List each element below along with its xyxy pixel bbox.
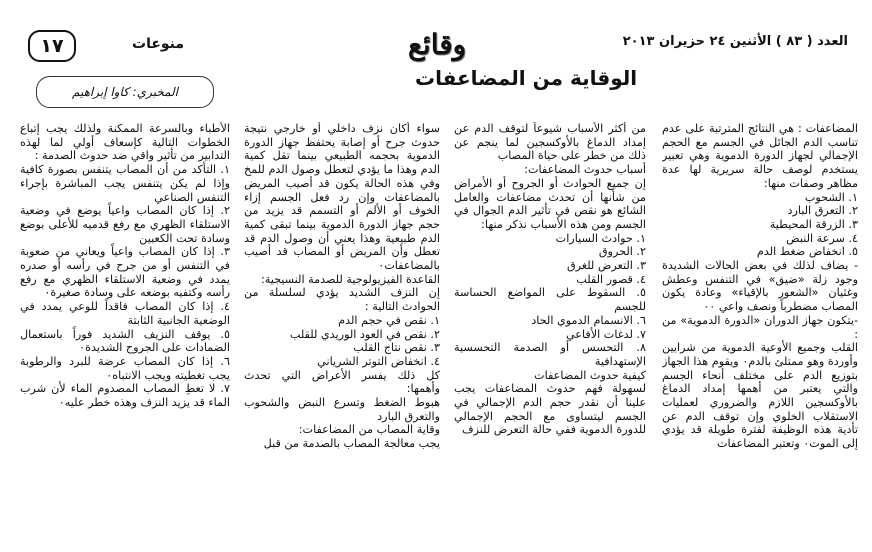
paragraph: إن النزف الشديد يؤدي لسلسلة من الحوادث التالية : [244, 286, 440, 314]
paragraph: أسباب حدوث المضاعفات: [524, 163, 646, 177]
paragraph: ١. حوادث السيارات [555, 231, 646, 245]
paragraph: ٥. السقوط على المواضع الحساسة للجسم [454, 286, 646, 314]
paragraph: ٦. إذا كان المصاب عرضة للبرد والرطوبة يجب تغطيته ويجب الانتباه٠ [20, 354, 230, 382]
paragraph: كل ذلك يفسر الأعراض التي تحدث وأهمها: [244, 368, 440, 396]
author-byline: المخبري: كاوا إبراهيم [36, 76, 214, 108]
paragraph: القاعدة الفيزيولوجية للصدمة النسيجية: [260, 272, 440, 286]
paragraph: ٣. نقص نتاج القلب [353, 341, 440, 355]
section-name: منوعات [132, 36, 185, 52]
article-column-4 [20, 122, 230, 548]
paragraph: الأطباء وبالسرعة الممكنة ولذلك يجب إتباع الخطوات التالية كإسعاف أولي لما لهذه التدابير من تأثير واقي ضد حدوث الصدمة : [20, 122, 230, 163]
newspaper-logo: وقائع [408, 28, 467, 61]
paragraph: ٨. التحسس أو الصدمة التحسسية الإستهدافية [454, 341, 646, 368]
paragraph: هبوط الضغط وتسرع النبض والشحوب والتعرق البارد [244, 396, 440, 423]
paragraph: إن جميع الحوادث أو الجروح أو الأمراض من شأنها أن تحدث مضاعفات والعامل الشائع هو نقص في تأثير الدم الجوال في الجسم ومن هذه الأسباب نذكر منها: [454, 176, 646, 231]
paragraph: ٦. الانسمام الدموي الحاد [531, 313, 646, 327]
paragraph: ٣. إذا كان المصاب واعياً ويعاني من صعوبة في التنفس أو من جرح في رأسه أو صدره يمدد في وضعية الاستلقاء الظهري مع رفع رأسه وكتفيه بوضعه على وسادة صغيرة٠ [20, 245, 230, 300]
paragraph: من أكثر الأسباب شيوعاً لتوقف الدم عن إمداد الدماغ بالأوكسجين لما ينجم عن ذلك من خطر على حياة المصاب [454, 122, 646, 163]
issue-line: العدد ( ٨٣ ) الأثنين ٢٤ حزيران ٢٠١٣ [622, 34, 848, 49]
article-column-3 [244, 122, 440, 548]
article-title: الوقاية من المضاعفات [415, 66, 638, 90]
paragraph: وقاية المصاب من المضاعفات: [298, 423, 440, 437]
page-number: ١٧ [28, 30, 76, 62]
article-column-1 [662, 122, 858, 548]
paragraph: ٤. انخفاض التوتر الشرياني [317, 354, 440, 368]
paragraph: سواء أكان نزف داخلي أو خارجي نتيجة حدوث جرح أو إصابة يحتفظ جهاز الدورة الدموية بحجمه الطبيعي بينما تقل كمية الدم وهذا ما يؤدي لتعطل وصول الدم للمخ وفي هذه الحالة يكون قد أصيب المريض بالمضاعفات وإن رد فعل الجسم إزاء الخوف أو الألم أو التسمم قد يزيد من حجم جهاز الدورة الدموية بينما تبقى كمية الدم طبيعية وهذا يعني أن وصول الدم قد تعطل وأن المريض أو المصاب قد أصيب بالمضاعفات٠ [244, 122, 440, 273]
paragraph: يجب معالجة المصاب بالصدمة من قبل [263, 437, 440, 451]
paragraph: ٤. سرعة النبض [786, 231, 858, 245]
paragraph: ١. التأكد من أن المصاب يتنفس بصورة كافية وإذا لم يكن يتنفس يجب المباشرة بإجراء التنفس الصناعي [20, 163, 230, 204]
paragraph: ٢. التعرق البارد [787, 204, 858, 218]
paragraph: ٥. يوقف النزيف الشديد فوراً باستعمال الضمادات على الجروح الشديدة٠ [20, 327, 230, 355]
paragraph: ٣. الزرقة المحيطية [769, 217, 858, 231]
page-header [0, 0, 872, 120]
paragraph: ٥. انخفاض ضغط الدم [756, 245, 858, 259]
paragraph: ٢. الحروق [598, 245, 646, 259]
paragraph: القلب وجميع الأوعية الدموية من شرايين وأوردة وهو ممتلئ بالدم٠ ويقوم هذا الجهاز بتوزيع الدم على مختلف أنحاء الجسم والتي يعتبر من أهمها إمداد الدماغ بالأوكسجين اللازم والضروري لعمليات الاستقلاب الخلوي وإن توقف الدم عن تأدية هذه الوظيفة لفترة طويلة قد يؤدي إلى الموت٠ وتعتبر المضاعفات [662, 341, 858, 451]
article-column-2 [454, 122, 646, 548]
paragraph: لسهولة فهم حدوث المضاعفات يجب علينا أن نقدر حجم الدم الإجمالي في الجسم ليتساوى مع الحجم الإجمالي للدورة الدموية ففي حالة التعرض للنزف [454, 382, 646, 437]
paragraph: ٣. التعرض للغرق [566, 259, 646, 273]
paragraph: -يتكون جهاز الدوران «الدورة الدموية» من : [662, 313, 858, 341]
paragraph: - يضاف لذلك في بعض الحالات الشديدة وجود زلة «ضيق» في التنفس وعطش وغثيان «الشعور بالإقياء» وعادة يكون المصاب مضطرباً ونصف واعي ٠٠ [662, 259, 858, 314]
paragraph: كيفية حدوث المضاعفات [534, 368, 646, 382]
paragraph: المضاعفات : هي النتائج المترتبة على عدم تناسب الدم الجائل في الجسم مع الحجم الإجمالي لجهاز الدورة الدموية وهي تعبير يستخدم لوصف حالة سريرية لها عدة مظاهر وصفات منها: [662, 122, 858, 190]
paragraph: ٤. إذا كان المصاب فاقداً للوعي يمدد في الوضعية الجانبية الثابتة [20, 300, 230, 327]
paragraph: ٢. إذا كان المصاب واعياً يوضع في وضعية الاستلقاء الظهري مع رفع قدميه للأعلى بوضع وسادة تحت الكعبين [20, 204, 230, 245]
paragraph: ١. نقص في حجم الدم [338, 313, 440, 327]
paragraph: ٢. نقص في العود الوريدي للقلب [289, 327, 440, 341]
paragraph: ٧. لا تعطِ المصاب المصدوم الماء لأن شرب الماء قد يزيد النزف وهذه خطر عليه٠ [20, 382, 230, 410]
paragraph: ٧. لدغات الأفاعي [565, 327, 646, 341]
paragraph: ٤. قصور القلب [576, 272, 646, 286]
paragraph: ١. الشحوب [804, 190, 858, 204]
